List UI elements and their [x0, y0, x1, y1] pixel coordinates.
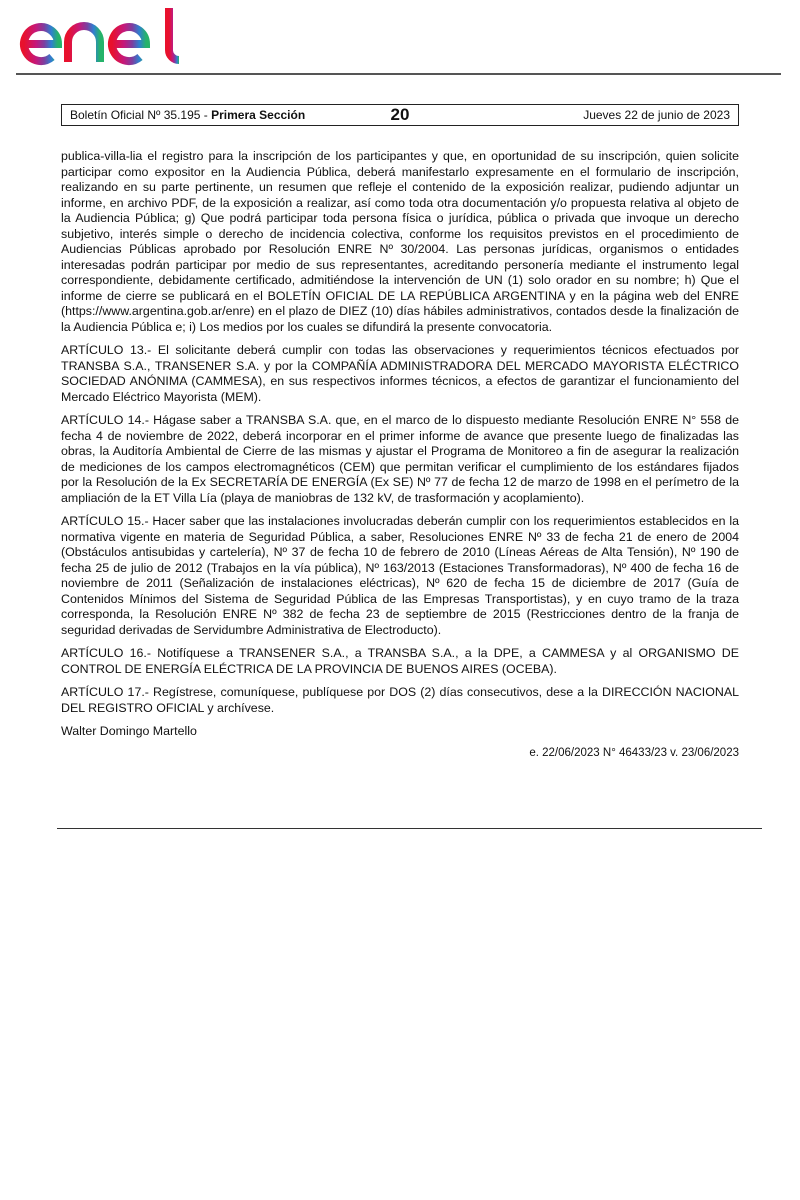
article-16: ARTÍCULO 16.- Notifíquese a TRANSENER S.A., a TRANSBA S.A., a la DPE, a CAMMESA y al ORGANISMO DE CONTROL DE ENERGÍA ELÉCTRICA DE LA PROVINCIA DE BUENOS AIRES (OCEBA).: [61, 646, 739, 676]
article-17: ARTÍCULO 17.- Regístrese, comuníquese, publíquese por DOS (2) días consecutivos, dese a la DIRECCIÓN NACIONAL DEL REGISTRO OFICIAL y archívese.: [61, 685, 739, 715]
publication-reference: e. 22/06/2023 N° 46433/23 v. 23/06/2023: [529, 746, 739, 759]
bulletin-header: [61, 104, 739, 126]
logo-text: enel: [18, 6, 20, 7]
header-left: [70, 108, 305, 122]
paragraph-continuation: publica-villa-lia el registro para la inscripción de los participantes y que, en oportunidad de su inscripción, quien solicite participar como expositor en la Audiencia Pública, deberá manifestarlo expresamente en el formulario de inscripción, realizando en su parte pertinente, un resumen que refleje el contenido de la exposición realizar, pudiendo adjuntar un informe, en archivo PDF, de la exposición a realizar, así como toda otra documentación y/o propuesta relativa al objeto de la Audiencia Pública; g) Que podrá participar toda persona física o jurídica, pública o privada que invoque un derecho subjetivo, interés simple o derecho de incidencia colectiva, conforme los requisitos previstos en el procedimiento de Audiencias Públicas aprobado por Resolución ENRE Nº 30/2004. Las personas jurídicas, organismos o entidades interesadas podrán participar por medio de sus representantes, acreditando personería mediante el instrumento legal correspondiente, debidamente certificado, admitiéndose la intervención de UN (1) solo orador en su nombre; h) Que el informe de cierre se publicará en el BOLETÍN OFICIAL DE LA REPÚBLICA ARGENTINA y en la página web del ENRE (https://www.argentina.gob.ar/enre) en el plazo de DIEZ (10) días hábiles administrativos, contados desde la finalización de la Audiencia Pública e; i) Los medios por los cuales se difundirá la presente convocatoria.: [61, 149, 739, 334]
signature: Walter Domingo Martello: [61, 724, 197, 738]
header-date: Jueves 22 de junio de 2023: [583, 108, 730, 122]
section-name: Primera Sección: [211, 108, 306, 122]
article-15: ARTÍCULO 15.- Hacer saber que las instalaciones involucradas deberán cumplir con los requerimientos establecidos en la normativa vigente en materia de Seguridad Pública, a saber, Resoluciones ENRE Nº 33 de fecha 21 de enero de 2004 (Obstáculos antisubidas y cartelería), Nº 37 de fecha 10 de febrero de 2010 (Líneas Aéreas de Alta Tensión), Nº 190 de fecha 25 de julio de 2012 (Trabajos en la vía pública), Nº 163/2013 (Estaciones Transformadoras), Nº 400 de fecha 16 de noviembre de 2011 (Señalización de instalaciones eléctricas), Nº 620 de fecha 15 de diciembre de 2017 (Guía de Contenidos Mínimos del Sistema de Seguridad Pública de las Empresas Transportistas), y en cuyo tramo de la traza corresponda, la Resolución ENRE Nº 382 de fecha 23 de septiembre de 2015 (Restricciones dentro de la franja de seguridad derivadas de Servidumbre Administrativa de Electroducto).: [61, 514, 739, 637]
article-14: ARTÍCULO 14.- Hágase saber a TRANSBA S.A. que, en el marco de lo dispuesto mediante Resolución ENRE N° 558 de fecha 4 de noviembre de 2022, deberá incorporar en el primer informe de avance que presente luego de finalizadas las obras, la Auditoría Ambiental de Cierre de las mismas y ajustar el Programa de Monitoreo a fin de asegurar la realización de mediciones de los campos electromagnéticos (CEM) que permitan verificar el cumplimiento de los estándares fijados por la Resolución de la Ex SECRETARÍA DE ENERGÍA (Ex SE) Nº 77 de fecha 12 de marzo de 1998 en el perímetro de la ampliación de la ET Villa Lía (playa de maniobras de 132 kV, de trasformación y acoplamiento).: [61, 413, 739, 505]
page-number: 20: [390, 105, 410, 124]
top-rule: [16, 73, 781, 75]
bulletin-number: Boletín Oficial Nº 35.195: [70, 108, 201, 122]
header-separator: -: [200, 108, 212, 122]
enel-logo: [18, 6, 183, 68]
article-13: ARTÍCULO 13.- El solicitante deberá cumplir con todas las observaciones y requerimientos técnicos efectuados por TRANSBA S.A., TRANSENER S.A. y por la COMPAÑÍA ADMINISTRADORA DEL MERCADO MAYORISTA ELÉCTRICO SOCIEDAD ANÓNIMA (CAMMESA), en sus respectivos informes técnicos, a efectos de garantizar el funcionamiento del Mercado Eléctrico Mayorista (MEM).: [61, 343, 739, 404]
document-body: [61, 149, 739, 769]
bottom-rule: [57, 828, 762, 829]
